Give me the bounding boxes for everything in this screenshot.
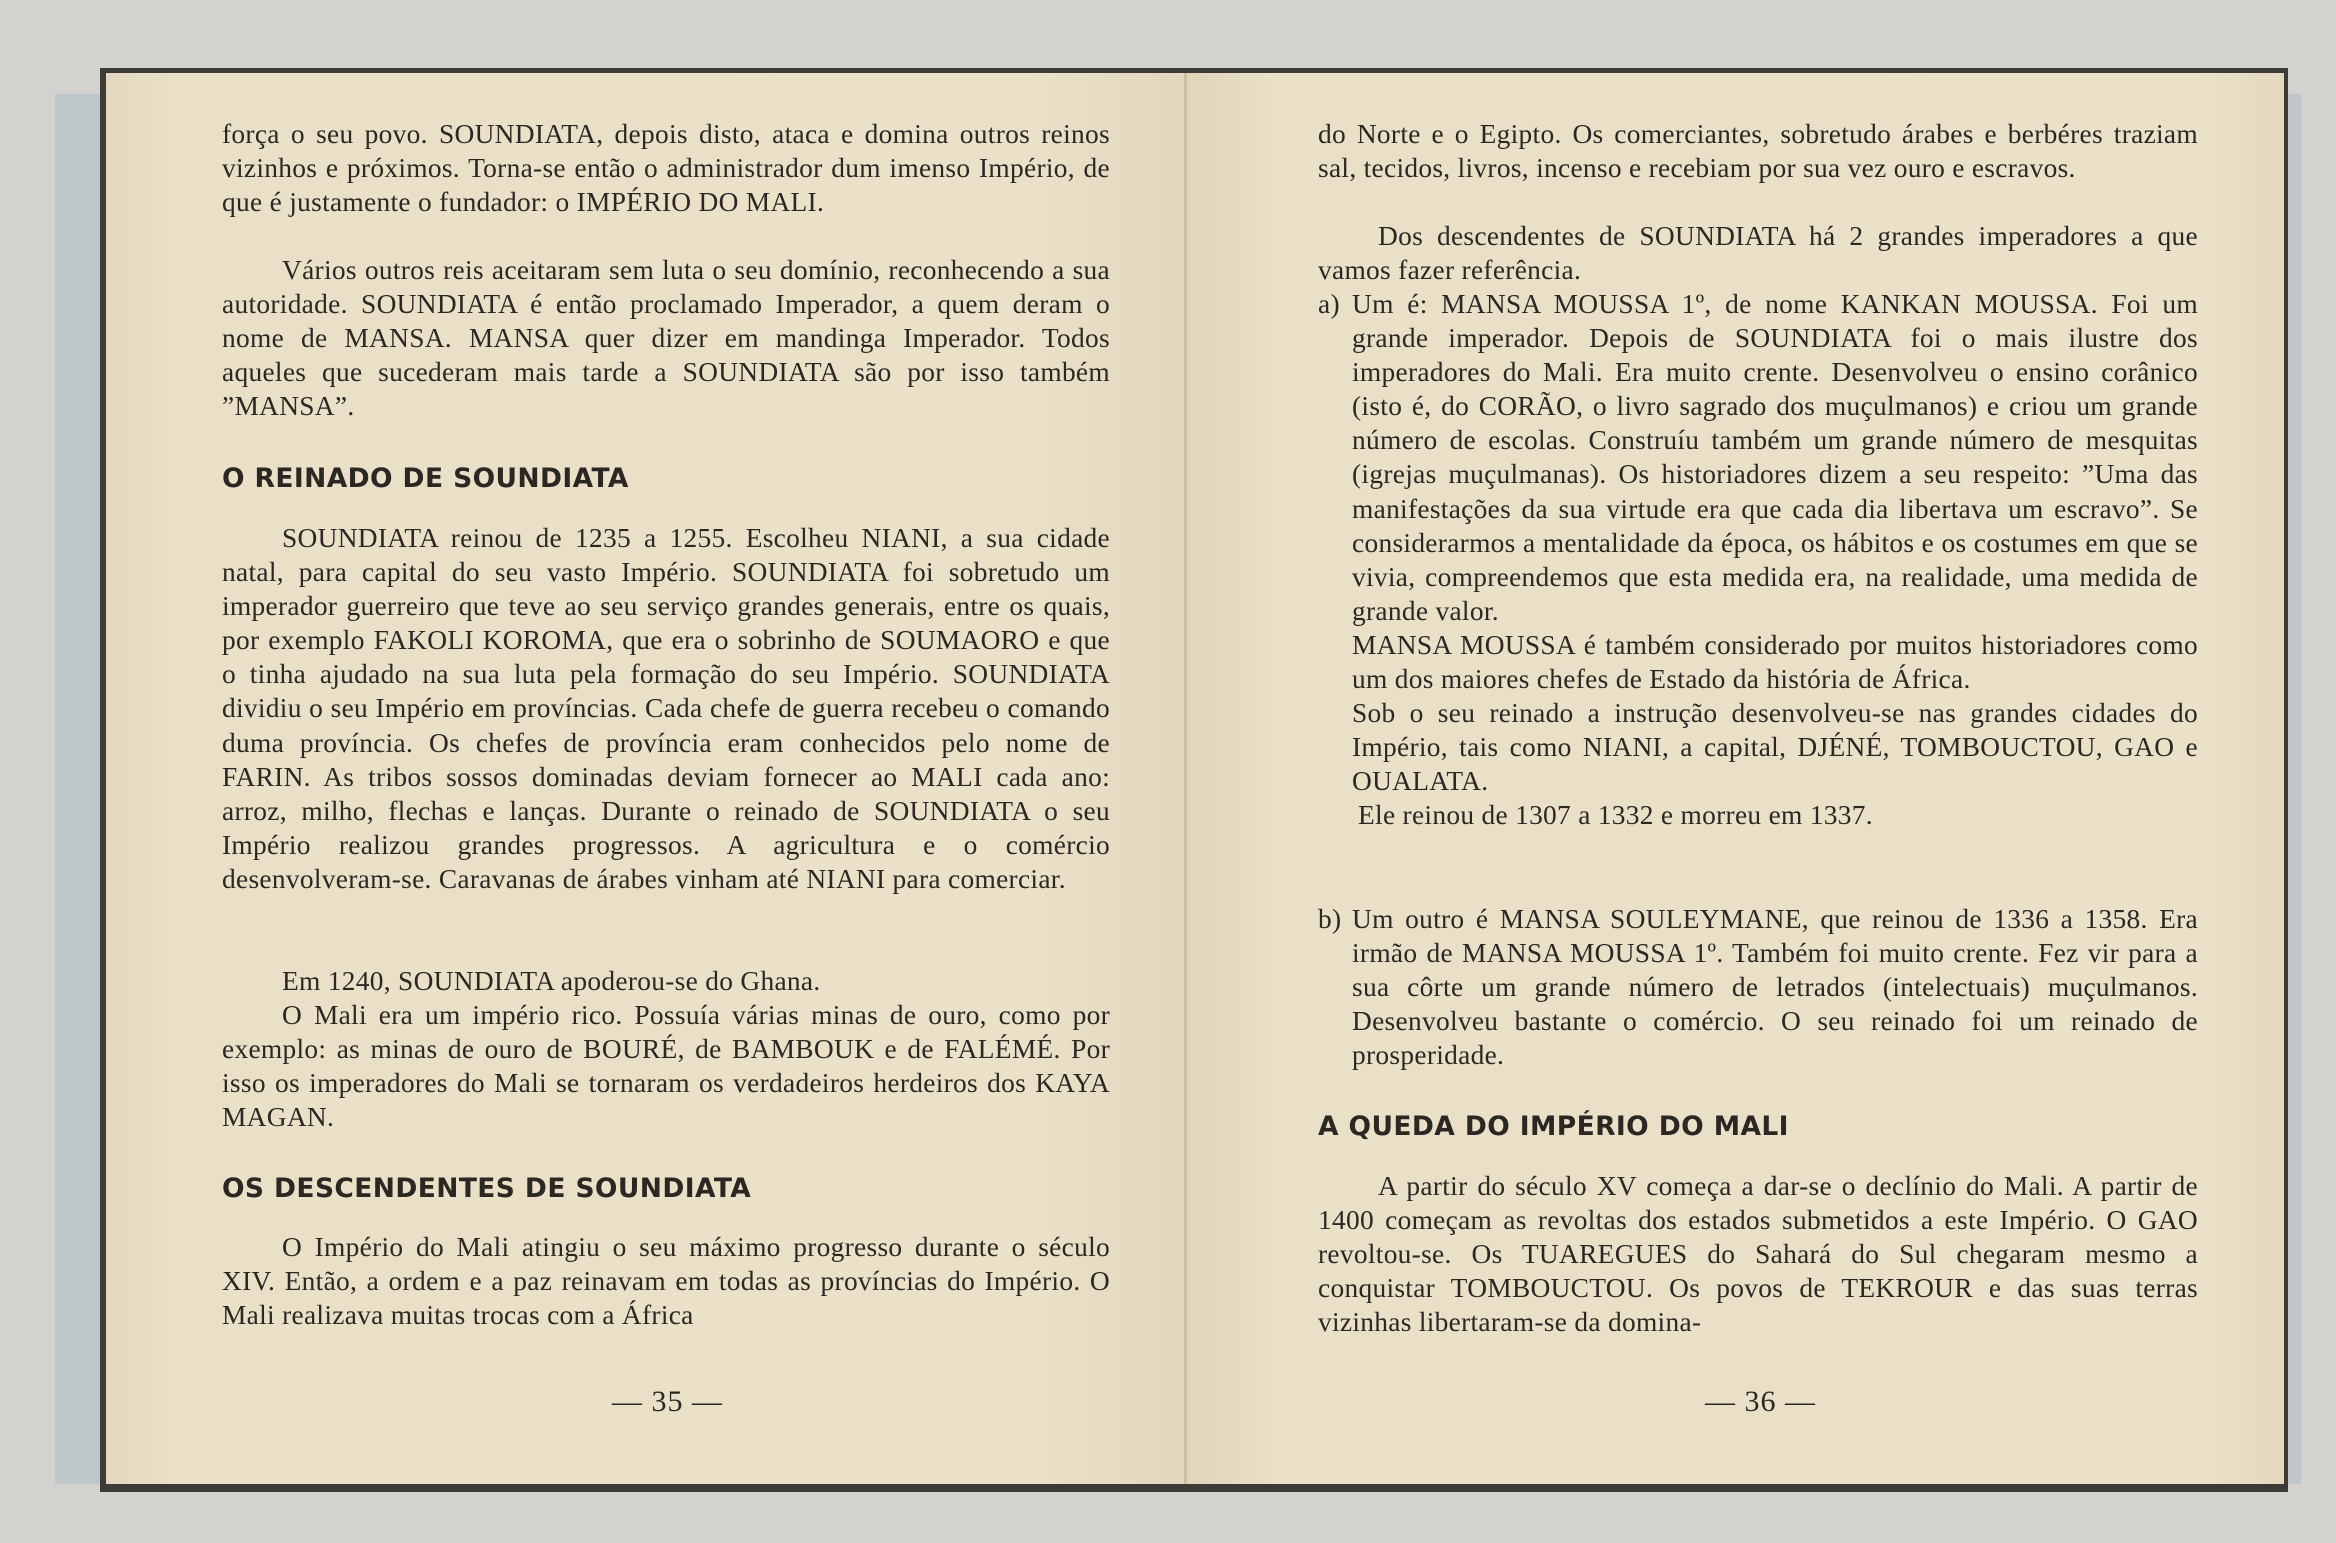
reinado-paragraph: SOUNDIATA reinou de 1235 a 1255. Escolheu NIANI, a sua cidade natal, para capital do seu vasto Império. SOUNDIATA foi sobretudo um imperador guerreiro que teve ao seu serviço grandes generais, entre os quais, por exemplo FAKOLI KOROMA, que era o sobrinho de SOUMAORO e que o tinha ajudado na sua luta pela formação do seu Império. SOUNDIATA dividiu o seu Império em províncias. Cada chefe de guerra recebeu o comando duma província. Os chefes de província eram conhecidos pelo nome de FARIN. As tribos sossos dominadas deviam fornecer ao MALI cada ano: arroz, milho, flechas e lanças. Durante o reinado de SOUNDIATA o seu Império realizou grandes progressos. A agricultura e o comércio desenvolveram-se. Caravanas de árabes vinham até NIANI para comerciar.	[222, 523, 1110, 894]
section-heading-descendentes: OS DESCENDENTES DE SOUNDIATA	[222, 1173, 752, 1204]
descendentes-paragraph: O Império do Mali atingiu o seu máximo progresso durante o século XIV. Então, a ordem e a paz reinavam em todas as províncias do Império. O Mali realizava muitas trocas com a África	[222, 1232, 1110, 1331]
reign-dates-paragraph: Ele reinou de 1307 a 1332 e morreu em 1337.	[1358, 800, 1873, 831]
gold-mines-paragraph: O Mali era um império rico. Possuía várias minas de ouro, como por exemplo: as minas de ouro de BOURÉ, de BAMBOUK e de FALÉMÉ. Por isso os imperadores do Mali se tornaram os verdadeiros herdeiros dos KAYA MAGAN.	[222, 1000, 1110, 1133]
page-number-left: — 35 —	[612, 1385, 723, 1418]
list-item-a	[1318, 287, 2198, 833]
historians-paragraph: MANSA MOUSSA é também considerado por muitos historiadores como um dos maiores chefes de Estado da história de África.	[1352, 629, 2198, 695]
mansa-paragraph: Vários outros reis aceitaram sem luta o seu domínio, reconhecendo a sua autoridade. SOUNDIATA é então proclamado Imperador, a quem deram o nome de MANSA. MANSA quer dizer em mandinga Imperador. Todos aqueles que sucederam mais tarde a SOUNDIATA são por isso também ”MANSA”.	[222, 255, 1110, 422]
opening-paragraph: força o seu povo. SOUNDIATA, depois disto, ataca e domina outros reinos vizinhos e próximos. Torna-se então o administrador dum imenso Império, de que é justamente o fundador: o IMPÉRIO DO MALI.	[222, 119, 1110, 218]
list-label-a: a)	[1318, 289, 1340, 319]
list-label-b: b)	[1318, 904, 1342, 934]
book-spine	[1184, 73, 1187, 1484]
list-item-b	[1318, 902, 2198, 1072]
mansa-moussa-paragraph: Um é: MANSA MOUSSA 1º, de nome KANKAN MOUSSA. Foi um grande imperador. Depois de SOUNDIATA foi o mais ilustre dos imperadores do Mali. Era muito crente. Desenvolveu o ensino corânico (isto é, do CORÃO, o livro sagrado dos muçulmanos) e criou um grande número de escolas. Construíu também um grande número de mesquitas (igrejas muçulmanas). Os historiadores dizem a seu respeito: ”Uma das manifestações da sua virtude era que cada dia libertava um escravo”. Se considerarmos a mentalidade da época, os hábitos e os costumes em que se vivia, compreendemos que esta medida era, na realidade, uma medida de grande valor.	[1352, 289, 2198, 626]
education-paragraph: Sob o seu reinado a instrução desenvolveu-se nas grandes cidades do Império, tais como NIANI, a capital, DJÉNÉ, TOMBOUCTOU, GAO e OUALATA.	[1352, 698, 2198, 797]
decline-paragraph: A partir do século XV começa a dar-se o declínio do Mali. A partir de 1400 começam as revoltas dos estados submetidos a este Império. O GAO revoltou-se. Os TUAREGUES do Sahará do Sul chegaram mesmo a conquistar TOMBOUCTOU. Os povos de TEKROUR e das suas terras vizinhas libertaram-se da domina-	[1318, 1171, 2198, 1338]
trade-paragraph: do Norte e o Egipto. Os comerciantes, sobretudo árabes e berbéres traziam sal, tecidos, livros, incenso e recebiam por sua vez ouro e escravos.	[1318, 119, 2198, 184]
ghana-paragraph: Em 1240, SOUNDIATA apoderou-se do Ghana.	[282, 966, 821, 996]
souleymane-paragraph: Um outro é MANSA SOULEYMANE, que reinou de 1336 a 1358. Era irmão de MANSA MOUSSA 1º. Também foi muito crente. Fez vir para a sua côrte um grande número de letrados (intelectuais) muçulmanos. Desenvolveu bastante o comércio. O seu reinado foi um reinado de prosperidade.	[1352, 904, 2198, 1071]
two-emperors-paragraph: Dos descendentes de SOUNDIATA há 2 grandes imperadores a que vamos fazer referência.	[1318, 221, 2198, 286]
section-heading-reinado: O REINADO DE SOUNDIATA	[222, 463, 629, 494]
page-number-right: — 36 —	[1705, 1385, 1816, 1418]
section-heading-queda: A QUEDA DO IMPÉRIO DO MALI	[1318, 1111, 1789, 1142]
